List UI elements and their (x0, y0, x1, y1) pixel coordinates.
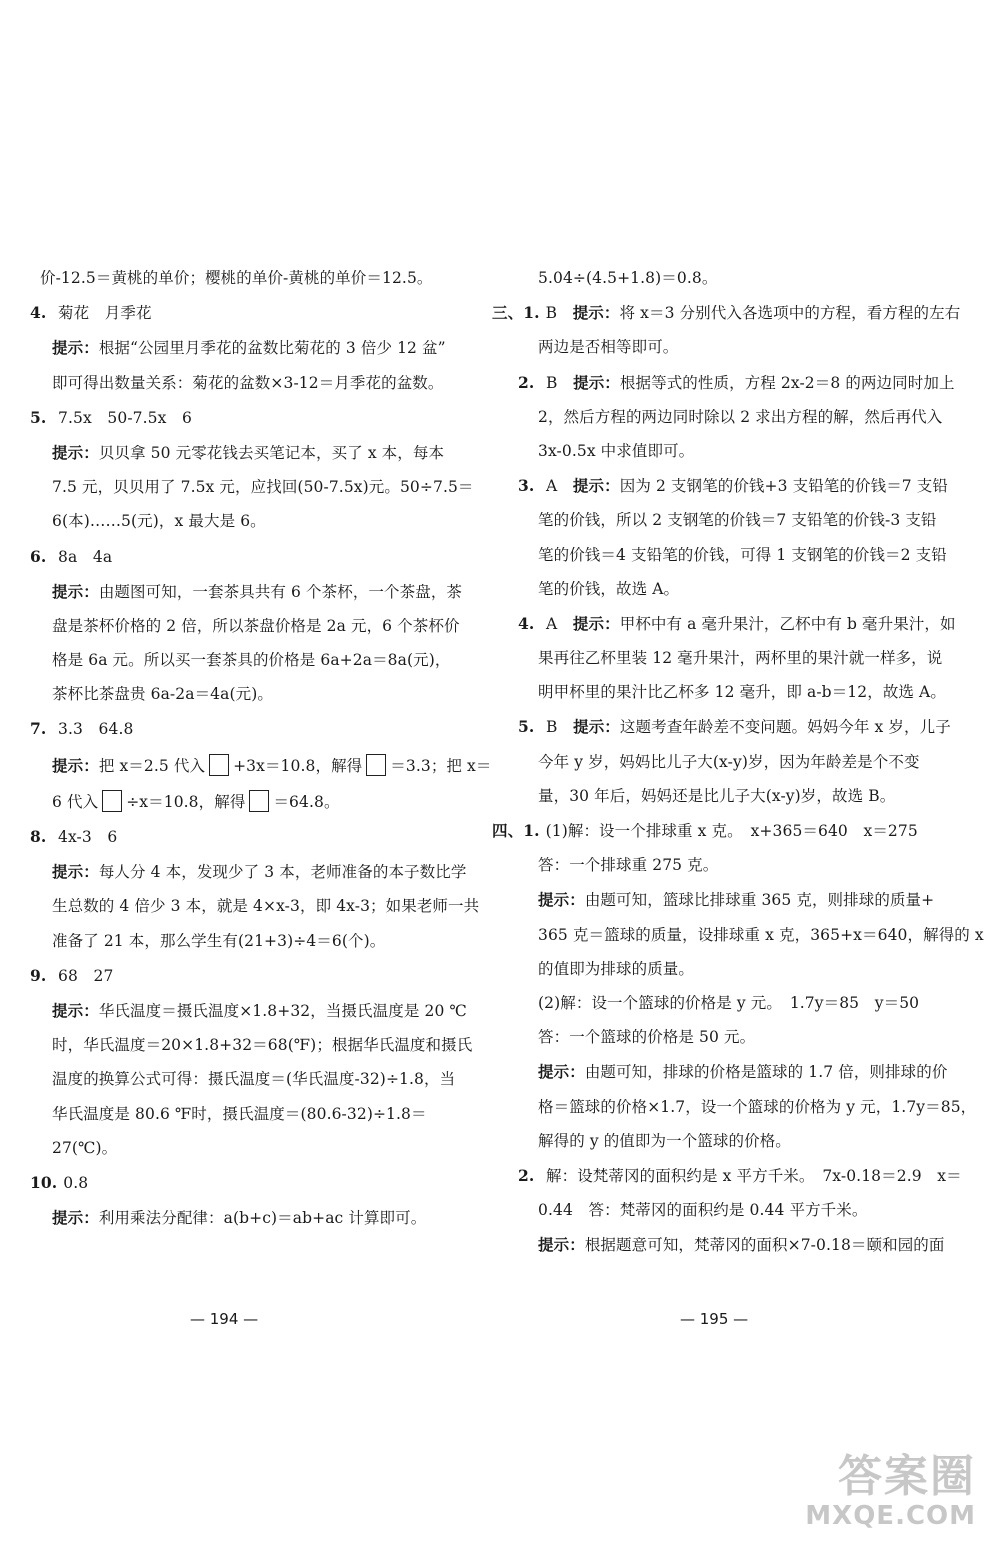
text-line (30, 373, 460, 394)
hint-label: 提示： (572, 476, 620, 496)
hint-label: 提示： (52, 755, 99, 775)
answer-line (492, 372, 962, 394)
text-line (30, 477, 474, 498)
text-line (492, 855, 962, 876)
line-text: 0.44 答：梵蒂冈的面积约是 0.44 平方千米。 (538, 1201, 868, 1220)
text-line (30, 1035, 473, 1056)
answer-line (492, 1165, 962, 1187)
line-text: 华氏温度是 80.6 ℉时，摄氏温度＝(80.6-32)÷1.8＝ (52, 1104, 427, 1123)
hint-text: ＝3.3；把 x＝ (390, 756, 492, 775)
hint-label: 提示： (52, 338, 99, 358)
hint-line (492, 1061, 962, 1083)
hint-line (30, 754, 492, 777)
hint-label: 提示： (52, 1208, 99, 1228)
hint-line (492, 1234, 962, 1256)
line-text: (2)解：设一个篮球的价格是 y 元。 1.7y＝85 y＝50 (538, 993, 920, 1012)
answer-line (492, 716, 962, 738)
question-number: 7. (30, 719, 47, 739)
answer-text: A (546, 477, 573, 496)
hint-label: 提示： (538, 890, 585, 910)
blank-box (209, 754, 229, 776)
question-number: 四、1. (492, 821, 540, 840)
left-column (30, 268, 492, 1242)
hint-text: 根据等式的性质，方程 2x-2＝8 的两边同时加上 (619, 373, 955, 392)
line-text: 5.04÷(4.5+1.8)＝0.8。 (538, 269, 718, 287)
answer-text: 7.5x 50-7.5x 6 (58, 408, 193, 427)
blank-box (249, 790, 269, 812)
question-number: 三、1. (492, 303, 540, 323)
answer-text: 菊花 月季花 (58, 304, 152, 323)
hint-text: 根据“公园里月季花的盆数比菊花的 3 倍少 12 盆” (98, 339, 446, 358)
text-line (492, 959, 962, 980)
question-number: 2. (518, 1165, 535, 1185)
answer-line (30, 546, 460, 568)
line-text: 6(本)……5(元)，x 最大是 6。 (52, 512, 266, 531)
answer-text: (1)解：设一个排球重 x 克。 x+365＝640 x＝275 (545, 822, 918, 840)
question-number: 5. (518, 717, 535, 737)
hint-text: 甲杯中有 a 毫升果汁，乙杯中有 b 毫升果汁，如 (619, 614, 956, 633)
hint-line (30, 861, 467, 883)
text-line (30, 616, 460, 637)
text-line (30, 268, 460, 289)
hint-label: 提示： (52, 1000, 99, 1020)
answer-text: 0.8 (63, 1173, 89, 1192)
question-number: 6. (30, 546, 47, 566)
hint-line (30, 337, 460, 359)
line-text: 生总数的 4 倍少 3 本，就是 4×x-3，即 4x-3；如果老师一共 (52, 897, 480, 916)
answer-line (492, 820, 962, 842)
answer-line (492, 302, 962, 324)
watermark-logo: 答案圈 (838, 1451, 976, 1502)
hint-text: 每人分 4 本，发现少了 3 本，老师准备的本子数比学 (98, 863, 467, 882)
text-line (30, 511, 460, 532)
hint-text: 由题可知，篮球比排球重 365 克，则排球的质量+ (584, 891, 935, 910)
answer-text: 68 27 (58, 966, 114, 985)
line-text: ＝64.8。 (273, 792, 340, 811)
hint-label: 提示： (538, 1235, 585, 1255)
hint-label: 提示： (572, 303, 620, 323)
text-line (30, 1138, 460, 1159)
line-text: 7.5 元，贝贝用了 7.5x 元，应找回(50-7.5x)元。50÷7.5＝ (52, 478, 474, 497)
answer-text: 8a 4a (58, 547, 113, 566)
text-line (492, 1200, 962, 1221)
line-text: 6 代入 (52, 792, 99, 811)
answer-text: A (546, 614, 573, 633)
line-text: 笔的价钱，故选 A。 (538, 579, 680, 598)
text-line (492, 682, 962, 703)
answer-text: 3.3 64.8 (58, 720, 134, 739)
answer-text: B (546, 373, 574, 392)
text-line (492, 268, 962, 289)
line-text: 笔的价钱，所以 2 支钢笔的价钱＝7 支铅笔的价钱-3 支铅 (538, 511, 937, 530)
line-text: 答：一个篮球的价格是 50 元。 (538, 1028, 756, 1047)
hint-text: 由题图可知，一套茶具共有 6 个茶杯，一个茶盘，茶 (98, 582, 463, 601)
page-number-right: — 195 — (680, 1310, 749, 1328)
hint-text: 把 x＝2.5 代入 (98, 756, 206, 775)
hint-text: 这题考查年龄差不变问题。妈妈今年 x 岁，儿子 (619, 718, 951, 737)
hint-label: 提示： (538, 1062, 585, 1082)
line-text: 的值即为排球的质量。 (538, 959, 695, 978)
line-text: 27(℃)。 (52, 1138, 118, 1157)
line-text: 答：一个排球重 275 克。 (538, 856, 719, 875)
watermark-url: MXQE.COM (805, 1501, 976, 1531)
text-line (30, 790, 460, 813)
question-number: 3. (518, 476, 535, 496)
answer-line (30, 407, 460, 429)
text-line (492, 752, 962, 773)
answer-text: 解：设梵蒂冈的面积约是 x 平方千米。 7x-0.18＝2.9 x＝ (546, 1166, 962, 1185)
hint-text: 将 x＝3 分别代入各选项中的方程，看方程的左右 (619, 304, 961, 323)
hint-text: 华氏温度＝摄氏温度×1.8+32，当摄氏温度是 20 ℃ (98, 1001, 467, 1020)
hint-line (30, 442, 460, 464)
hint-label: 提示： (572, 613, 620, 633)
question-number: 8. (30, 827, 47, 846)
text-line (492, 648, 962, 669)
hint-label: 提示： (573, 372, 620, 392)
hint-line (30, 1000, 467, 1022)
hint-text: +3x＝10.8，解得 (233, 756, 363, 775)
line-text: 准备了 21 本，那么学生有(21+3)÷4＝6(个)。 (52, 931, 386, 950)
text-line (30, 684, 460, 705)
text-line (492, 545, 962, 566)
hint-line (30, 581, 463, 603)
text-line (492, 1131, 962, 1152)
answer-line (492, 475, 962, 497)
answer-text: B (545, 304, 573, 323)
hint-text: 由题可知，排球的价格是篮球的 1.7 倍，则排球的价 (584, 1063, 948, 1082)
hint-line (30, 1207, 460, 1229)
line-text: 365 克＝篮球的质量，设排球重 x 克，365+x＝640，解得的 x (538, 925, 984, 944)
line-text: 量，30 年后，妈妈还是比儿子大(x-y)岁，故选 B。 (538, 786, 896, 805)
hint-line (492, 889, 962, 911)
answer-line (30, 718, 460, 740)
hint-text: 利用乘法分配律：a(b+c)＝ab+ac 计算即可。 (98, 1209, 427, 1228)
hint-label: 提示： (52, 442, 99, 462)
line-text: 解得的 y 的值即为一个篮球的价格。 (538, 1131, 791, 1150)
line-text: 温度的换算公式可得：摄氏温度＝(华氏温度-32)÷1.8，当 (52, 1070, 456, 1089)
text-line (492, 925, 984, 946)
text-line (30, 1069, 460, 1090)
text-line (30, 931, 460, 952)
line-text: 盘是茶杯价格的 2 倍，所以茶盘价格是 2a 元，6 个茶杯价 (52, 616, 460, 635)
question-number: 10. (30, 1172, 58, 1192)
question-number: 5. (30, 407, 47, 427)
watermark (805, 1453, 976, 1531)
hint-text: 因为 2 支钢笔的价钱+3 支铅笔的价钱＝7 支铅 (619, 477, 948, 496)
line-text: 今年 y 岁，妈妈比儿子大(x-y)岁，因为年龄差是个不变 (538, 752, 920, 771)
line-text: 格＝篮球的价格×1.7，设一个篮球的价格为 y 元，1.7y＝85， (538, 1097, 977, 1116)
text-line (492, 1027, 962, 1048)
question-number: 4. (30, 303, 47, 323)
text-line (492, 1097, 977, 1118)
line-text: 2，然后方程的两边同时除以 2 求出方程的解，然后再代入 (538, 407, 943, 426)
answer-text: B (546, 718, 574, 737)
line-text: 价-12.5＝黄桃的单价；樱桃的单价-黄桃的单价＝12.5。 (40, 269, 433, 287)
answer-line (492, 613, 962, 635)
hint-text: 贝贝拿 50 元零花钱去买笔记本，买了 x 本，每本 (98, 443, 445, 462)
line-text: 明甲杯里的果汁比乙杯多 12 毫升，即 a-b＝12，故选 A。 (538, 683, 946, 702)
answer-line (30, 965, 460, 987)
hint-label: 提示： (52, 862, 99, 882)
question-number: 9. (30, 965, 47, 985)
text-line (492, 786, 962, 807)
text-line (492, 993, 962, 1014)
text-line (30, 650, 460, 671)
blank-box (102, 790, 122, 812)
right-column (492, 268, 984, 1269)
blank-box (366, 754, 386, 776)
line-text: 格是 6a 元。所以买一套茶具的价格是 6a+2a＝8a(元)， (52, 651, 451, 670)
line-text: ÷x＝10.8，解得 (126, 792, 246, 811)
line-text: 茶杯比茶盘贵 6a-2a＝4a(元)。 (52, 685, 273, 704)
line-text: 3x-0.5x 中求值即可。 (538, 441, 695, 460)
text-line (492, 407, 962, 428)
hint-label: 提示： (573, 717, 620, 737)
line-text: 时，华氏温度＝20×1.8+32＝68(℉)；根据华氏温度和摄氏 (52, 1036, 473, 1055)
text-line (492, 337, 962, 358)
line-text: 两边是否相等即可。 (538, 338, 679, 357)
text-line (492, 441, 962, 462)
answer-line (30, 826, 460, 848)
text-line (492, 510, 962, 531)
line-text: 即可得出数量关系：菊花的盆数×3-12＝月季花的盆数。 (52, 373, 444, 392)
answer-line (30, 1172, 460, 1194)
text-line (492, 579, 962, 600)
text-line (30, 1104, 460, 1125)
hint-text: 根据题意可知，梵蒂冈的面积×7-0.18＝颐和园的面 (584, 1236, 945, 1255)
text-line (30, 896, 480, 917)
answer-line (30, 302, 460, 324)
answer-text: 4x-3 6 (58, 828, 118, 846)
line-text: 果再往乙杯里装 12 毫升果汁，两杯里的果汁就一样多，说 (538, 649, 943, 668)
line-text: 笔的价钱＝4 支铅笔的价钱，可得 1 支钢笔的价钱＝2 支铅 (538, 545, 947, 564)
question-number: 4. (518, 613, 535, 633)
page-number-left: — 194 — (190, 1310, 259, 1328)
hint-label: 提示： (52, 581, 99, 601)
question-number: 2. (518, 372, 535, 392)
